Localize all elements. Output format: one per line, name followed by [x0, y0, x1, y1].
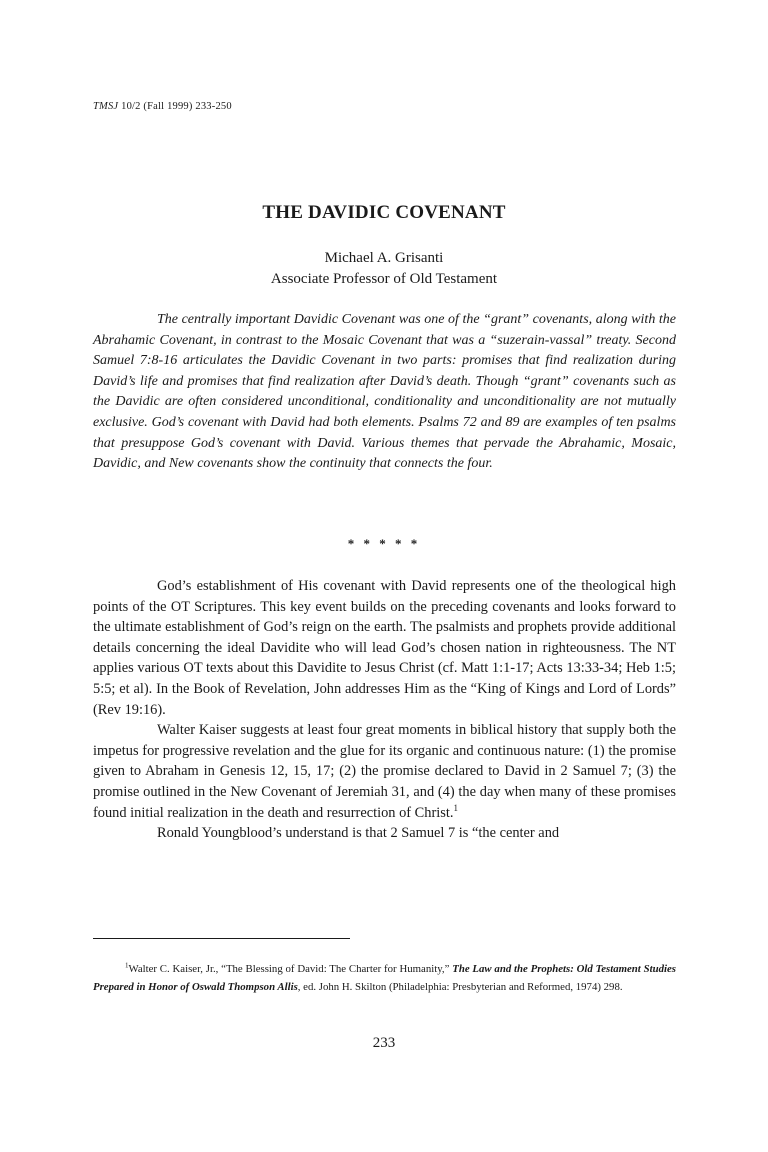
author-position: Associate Professor of Old Testament	[270, 271, 498, 287]
abstract: The centrally important Davidic Covenant was one of the “grant” covenants, along with the Abrahamic Covenant, in contrast to the Mosaic Covenant that was a “suzerain-vassal” treaty. Second Samuel 7:8-16 articulates the Davidic Covenant in two parts: promises that find realization during David’s life and promises that find realization after David’s death. Though “grant” covenants such as the Davidic are often considered unconditional, conditionality and unconditionality are not mutually exclusive. God’s covenant with David had both elements. Psalms 72 and 89 are examples of ten psalms that presuppose God’s covenant with David. Various themes that pervade the Abrahamic, Mosaic, Davidic, and New covenants show the continuity that connects the four.	[93, 312, 676, 472]
running-header	[93, 101, 232, 112]
footnote-publication: , ed. John H. Skilton (Philadelphia: Presbyterian and Reformed, 1974) 298.	[297, 980, 623, 993]
paragraph-1: God’s establishment of His covenant with David represents one of the theological high points of the OT Scriptures. This key event builds on the preceding covenants and looks forward to the ultimate establishment of God’s reign on the earth. The psalmists and prophets provide additional details concerning the ideal Davidite who will lead God’s chosen nation in righteousness. The NT applies various OT texts about this Davidite to Jesus Christ (cf. Matt 1:1-17; Acts 13:33-34; Heb 1:5; 5:5; et al). In the Book of Revelation, John addresses Him as the “King of Kings and Lord of Lords” (Rev 19:16).	[93, 578, 676, 718]
body-text	[93, 576, 676, 844]
paragraph-2	[93, 720, 676, 823]
page-number: 233	[372, 1035, 396, 1051]
footnote-author: Walter C. Kaiser, Jr., “The Blessing of David: The Charter for Humanity,”	[128, 963, 453, 975]
paragraph-3: Ronald Youngblood’s understand is that 2 Samuel 7 is “the center and	[157, 825, 560, 842]
footnote-reference[interactable]: 1	[453, 802, 458, 813]
paragraph-2-text: Walter Kaiser suggests at least four great moments in biblical history that supply both the impetus for progressive revelation and the glue for its organic and continuous nature: (1) the promise given to Abraham in Genesis 12, 15, 17; (2) the promise declared to David in 2 Samuel 7; (3) the promise outlined in the New Covenant of Jeremiah 31, and (4) the day when many of these promises found initial realization in the death and resurrection of Christ.	[93, 722, 676, 821]
issue-citation: 10/2 (Fall 1999) 233-250	[118, 101, 232, 112]
journal-abbreviation: TMSJ	[93, 101, 119, 112]
author-name: Michael A. Grisanti	[324, 250, 444, 266]
author-block	[0, 248, 768, 290]
article-title: THE DAVIDIC COVENANT	[262, 202, 506, 223]
footnote-divider	[93, 938, 350, 939]
footnote	[93, 961, 676, 996]
footnote-book-title: The Law and the Prophets: Old Testament Studies Prepared in Honor of Oswald Thompson Allis	[93, 963, 676, 993]
section-separator: * * * * *	[347, 536, 421, 551]
footnote-marker: 1	[125, 961, 129, 970]
